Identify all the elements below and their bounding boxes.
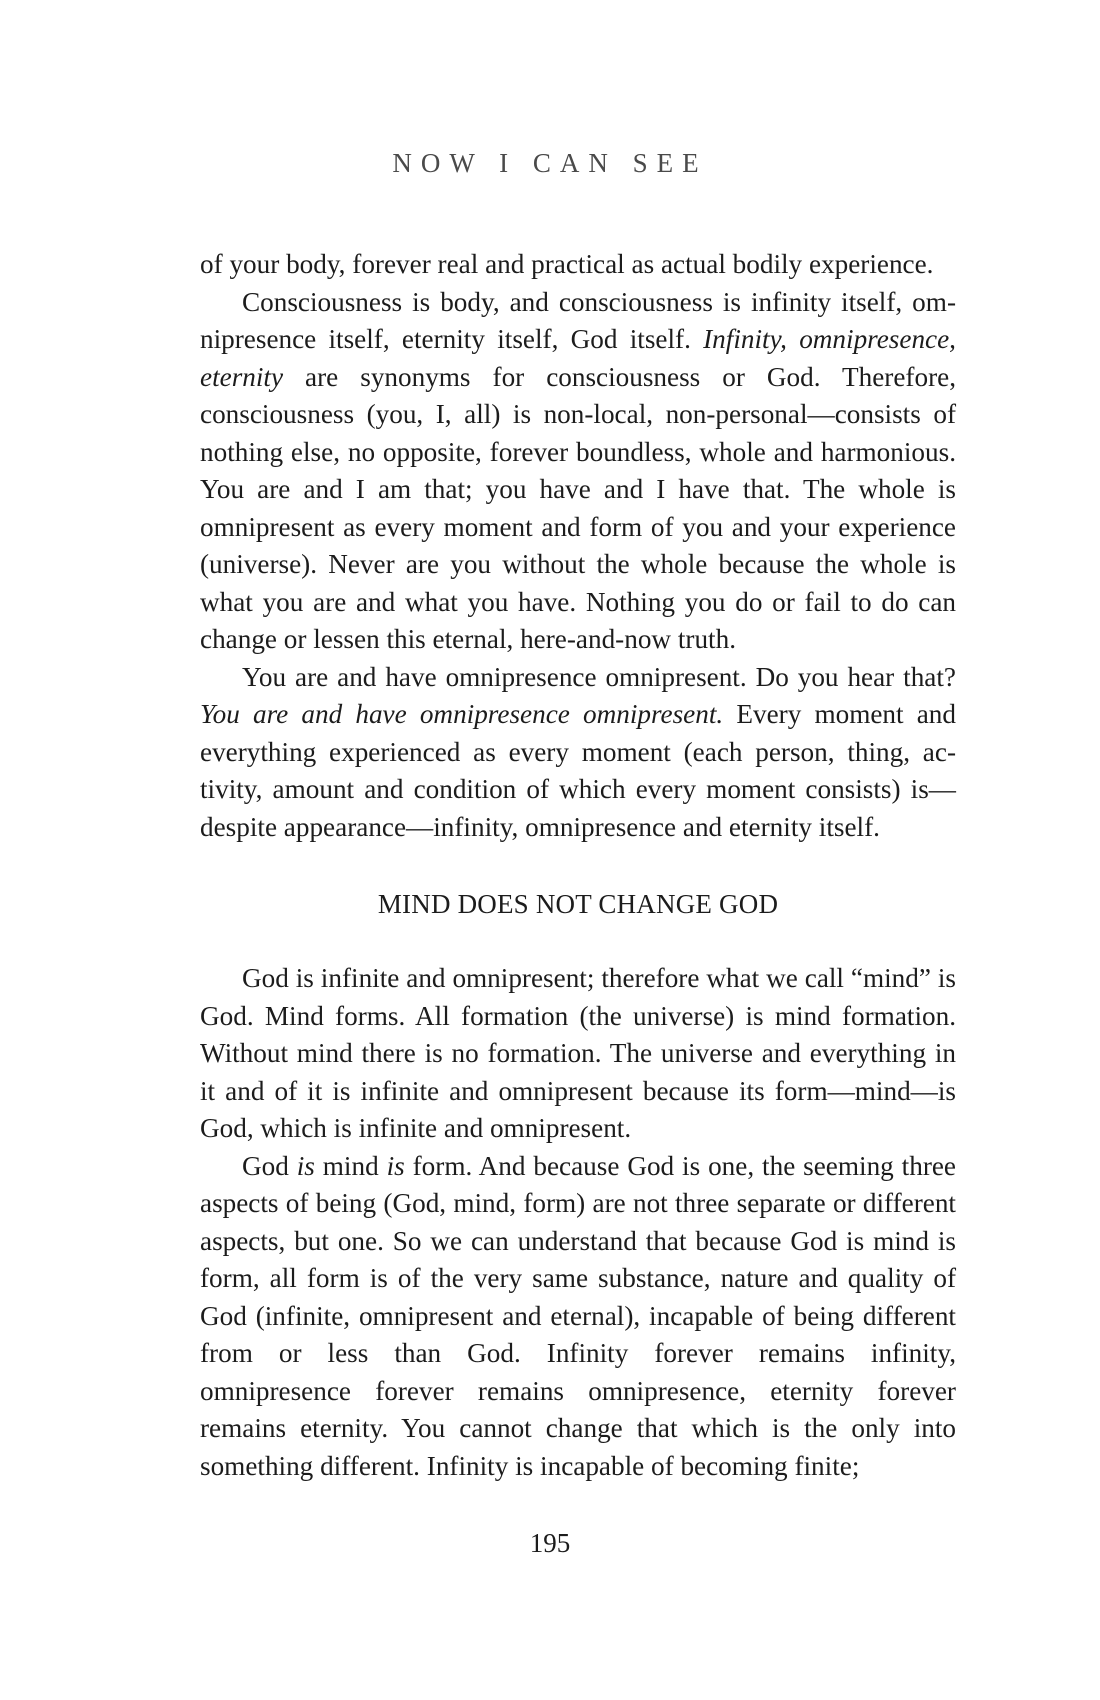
body-text	[200, 246, 956, 1485]
paragraph-text: are synonyms for consciousness or God. Therefore, consciousness (you, I, all) is non-local, non-personal—consists of nothing else, no opposite, forever boundless, whole and harmonious. You are and I am that; you have and I have that. The whole is omnipresent as every moment and form of you and your experience (universe). Never are you without the whole because the whole is what you are and what you have. Nothing you do or fail to do can change or lessen this eternal, here-and-now truth.	[200, 361, 956, 654]
italic-phrase: Infinity, omnipresence, eternity	[200, 324, 956, 392]
paragraph-text: You are and have omnipresence omnipresent. Do you hear that?	[242, 661, 956, 692]
paragraph-text: Every moment and everything experienced as every moment (each person, thing, activity, amount and condition of which every moment consists) is—despite appearance—infinity, omnipresence and eternity itself.	[200, 699, 956, 842]
paragraph-text: form. And because God is one, the seeming three aspects of being (God, mind, form) are not three separate or different aspects, but one. So we can understand that because God is mind is form, all form is of the very same substance, nature and quality of God (infinite, omnipresent and eternal), incapable of being different from or less than God. Infinity forever remains infinity, omnipresence forever remains omnipresence, eternity forever remains eternity. You cannot change that which is the only into something different. Infinity is incapable of becoming finite;	[200, 1150, 957, 1481]
paragraph-text: Consciousness is body, and consciousness is infinity itself, omnipresence itself, eternity itself, God itself.	[200, 286, 956, 354]
italic-word: is	[386, 1150, 405, 1181]
paragraph-god-mind-form	[200, 1148, 956, 1486]
running-head: NOW I CAN SEE	[392, 148, 708, 178]
italic-phrase: You are and have omnipresence omnipresent.	[200, 699, 724, 729]
paragraph-consciousness	[200, 284, 956, 659]
paragraph-omnipresence	[200, 659, 956, 847]
italic-word: is	[296, 1150, 315, 1181]
paragraph-mind: God is infinite and omnipresent; therefore what we call “mind” is God. Mind forms. All formation (the universe) is mind formation. Without mind there is no formation. The universe and everything in it and of it is infinite and omnipresent because its form—mind—is God, which is infinite and omnipresent.	[200, 963, 956, 1143]
paragraph-text: God	[242, 1150, 297, 1181]
paragraph-text: mind	[314, 1150, 387, 1181]
section-heading: MIND DOES NOT CHANGE GOD	[377, 889, 779, 919]
page-number: 195	[529, 1528, 571, 1558]
paragraph-continuation: of your body, forever real and practical as actual bodily experience.	[200, 249, 934, 279]
